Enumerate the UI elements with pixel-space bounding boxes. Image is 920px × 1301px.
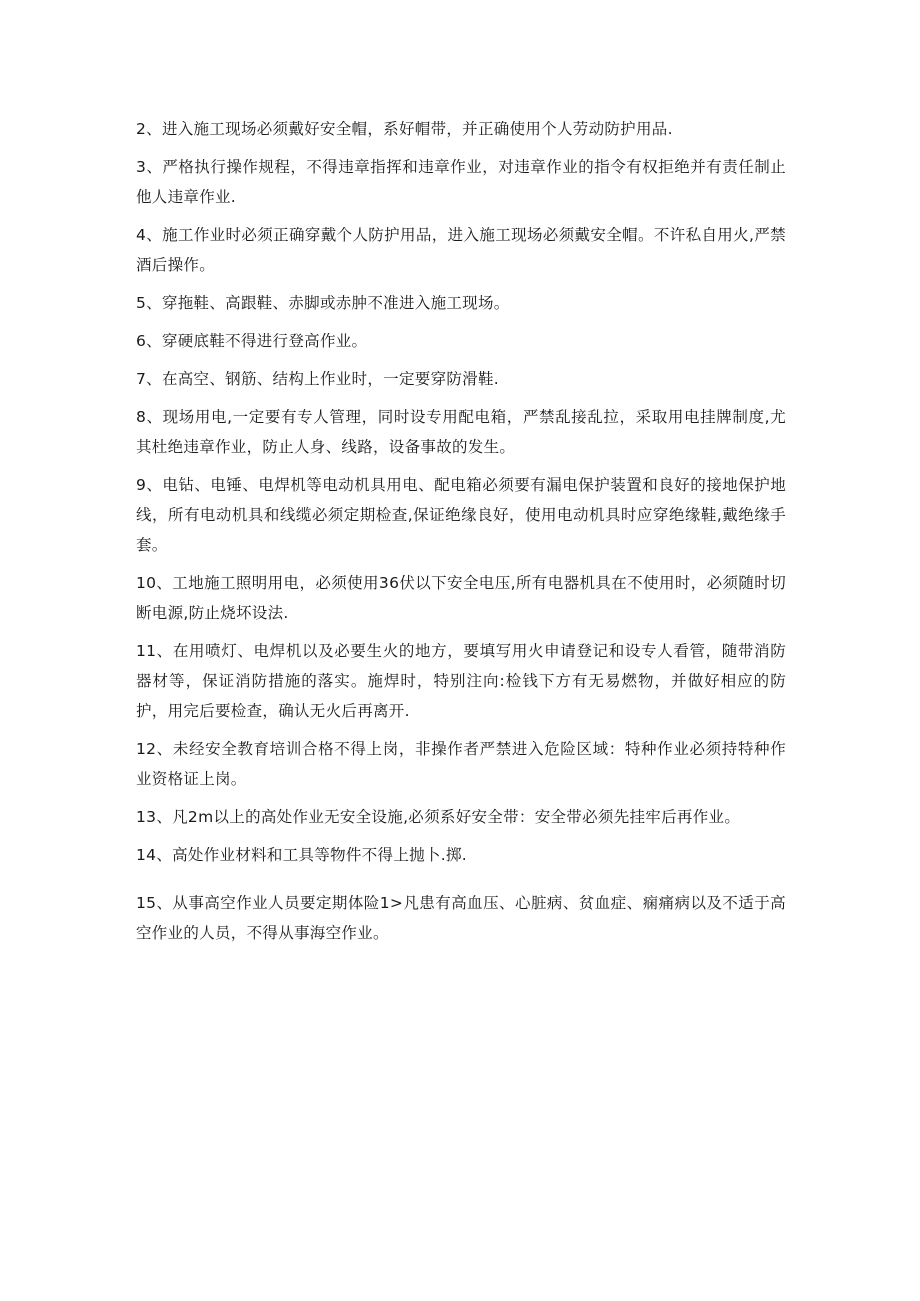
rule-item-15: 15、从事高空作业人员要定期体险1>凡患有高血压、心脏病、贫血症、痫痛病以及不适于高空作业的人员，不得从事海空作业。: [136, 894, 786, 942]
rule-item-4: 4、施工作业时必须正确穿戴个人防护用品，进入施工现场必须戴安全帽。不许私自用火,严禁酒后操作。: [136, 226, 786, 274]
rule-item-2: 2、进入施工现场必须戴好安全帽，系好帽带，并正确使用个人劳动防护用品.: [136, 120, 673, 138]
rule-item-11: 11、在用喷灯、电焊机以及必要生火的地方，要填写用火申请登记和设专人看管，随带消防器材等，保证消防措施的落实。施焊时，特别注向:检钱下方有无易燃物，并做好相应的防护，用完后要检查，确认无火后再离开.: [136, 642, 786, 720]
rule-item-10: 10、工地施工照明用电，必须使用36伏以下安全电压,所有电器机具在不使用时，必须随时切断电源,防止烧坏设法.: [136, 574, 786, 622]
rule-item-9: 9、电钻、电锤、电焊机等电动机具用电、配电箱必须要有漏电保护装置和良好的接地保护地线，所有电动机具和线缆必须定期检查,保证绝缘良好，使用电动机具时应穿绝缘鞋,戴绝缘手套。: [136, 476, 786, 554]
safety-rules-list: [136, 114, 786, 956]
rule-item-5: 5、穿拖鞋、高跟鞋、赤脚或赤肿不准进入施工现场。: [136, 294, 510, 312]
rule-item-6: 6、穿硬底鞋不得进行登高作业。: [136, 332, 368, 350]
rule-item-13: 13、凡2m以上的高处作业无安全设施,必须系好安全带：安全带必须先挂牢后再作业。: [136, 808, 741, 826]
rule-item-7: 7、在高空、钢筋、结构上作业时，一定要穿防滑鞋.: [136, 370, 499, 388]
rule-item-12: 12、未经安全教育培训合格不得上岗，非操作者严禁进入危险区域：特种作业必须持特种作业资格证上岗。: [136, 740, 786, 788]
rule-item-3: 3、严格执行操作规程，不得违章指挥和违章作业，对违章作业的指令有权拒绝并有责任制止他人违章作业.: [136, 158, 786, 206]
rule-item-14: 14、高处作业材料和工具等物件不得上抛卜.掷.: [136, 846, 467, 864]
rule-item-8: 8、现场用电,一定要有专人管理，同时设专用配电箱，严禁乱接乱拉，采取用电挂牌制度,尤其杜绝违章作业，防止人身、线路，设备事故的发生。: [136, 408, 786, 456]
